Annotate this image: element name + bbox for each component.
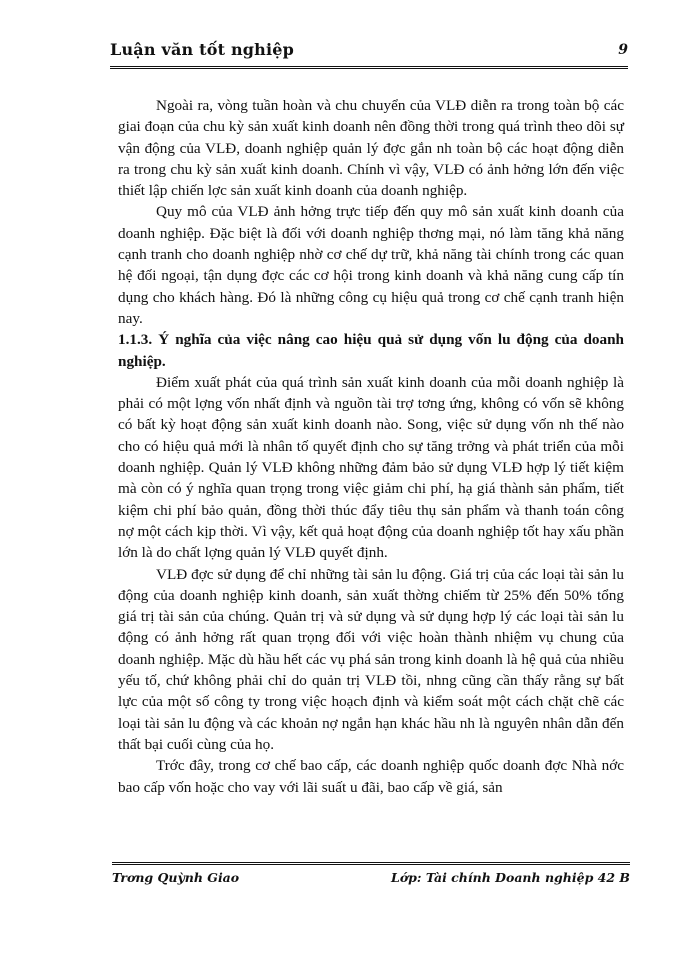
body-paragraph: Ngoài ra, vòng tuần hoàn và chu chuyển của VLĐ diễn ra trong toàn bộ các giai đoạn của chu kỳ sản xuất kinh doanh nên đồng thời trong quá trình theo dõi sự vận động của VLĐ, doanh nghiệp quản lý đợc gắn nh toàn bộ các hoạt động diễn ra trong chu kỳ sản xuất kinh doanh. Chính vì vậy, VLĐ có ảnh hởng lớn đến việc thiết lập chiến lợc sản xuất kinh doanh của doanh nghiệp.	[118, 97, 624, 200]
header-title: Luận văn tốt nghiệp	[110, 40, 295, 59]
page-number: 9	[618, 42, 628, 58]
page-header	[110, 36, 628, 64]
body-paragraph: VLĐ đợc sử dụng để chỉ những tài sản lu động. Giá trị của các loại tài sản lu động của doanh nghiệp kinh doanh, sản xuất thờng chiếm từ 25% đến 50% tổng giá trị tài sản của chúng. Quản trị và sử dụng và sử dụng hợp lý các loại tài sản lu động có ảnh hởng rất quan trọng đối với việc hoàn thành nhiệm vụ chung của doanh nghiệp. Mặc dù hầu hết các vụ phá sản trong kinh doanh là hệ quả của nhiều yếu tố, chứ không phải chỉ do quản trị VLĐ tồi, nhng cũng cần thấy rằng sự bất lực của một số công ty trong việc hoạch định và kiểm soát một cách chặt chẽ các loại tài sản lu động và các khoản nợ ngắn hạn khác hầu nh là nguyên nhân dẫn đến thất bại cuối cùng của họ.	[118, 565, 624, 753]
document-body	[118, 95, 624, 798]
body-paragraph: Trớc đây, trong cơ chế bao cấp, các doanh nghiệp quốc doanh đợc Nhà nớc bao cấp vốn hoặc cho vay với lãi suất u đãi, bao cấp về giá, sản	[118, 757, 624, 796]
page-footer	[112, 870, 630, 894]
footer-author: Trơng Quỳnh Giao	[112, 870, 240, 885]
header-divider	[110, 66, 628, 69]
footer-divider	[112, 862, 630, 865]
body-paragraph: Điểm xuất phát của quá trình sản xuất kinh doanh của mỗi doanh nghiệp là phải có một lợng vốn nhất định và nguồn tài trợ tơng ứng, không có vốn sẽ không có bất kỳ hoạt động sản xuất kinh doanh nào. Song, việc sử dụng vốn nh thế nào cho có hiệu quả mới là nhân tố quyết định cho sự tăng trởng và phát triển của mỗi doanh nghiệp. Quản lý VLĐ không những đảm bảo sử dụng VLĐ hợp lý tiết kiệm mà còn có ý nghĩa quan trọng trong việc giảm chi phí, hạ giá thành sản phẩm, tiết kiệm chi phí bảo quản, đồng thời thúc đẩy tiêu thụ sản phẩm và thanh toán công nợ một cách kịp thời. Vì vậy, kết quả hoạt động của doanh nghiệp tốt hay xấu phần lớn là do chất lợng quản lý VLĐ quyết định.	[118, 373, 624, 562]
body-paragraph: Quy mô của VLĐ ảnh hởng trực tiếp đến quy mô sản xuất kinh doanh của doanh nghiệp. Đặc biệt là đối với doanh nghiệp thơng mại, nó làm tăng khả năng cạnh tranh cho doanh nghiệp nhờ cơ chế dự trữ, khả năng tài chính trong các quan hệ đối ngoại, tận dụng đợc các cơ hội trong kinh doanh và khả năng cung cấp tín dụng cho khách hàng. Đó là những công cụ hiệu quả trong cơ chế cạnh tranh hiện nay.	[118, 203, 624, 327]
footer-class: Lớp: Tài chính Doanh nghiệp 42 B	[391, 870, 630, 885]
section-heading: 1.1.3. Ý nghĩa của việc nâng cao hiệu quả sử dụng vốn lu động của doanh nghiệp.	[118, 331, 624, 370]
